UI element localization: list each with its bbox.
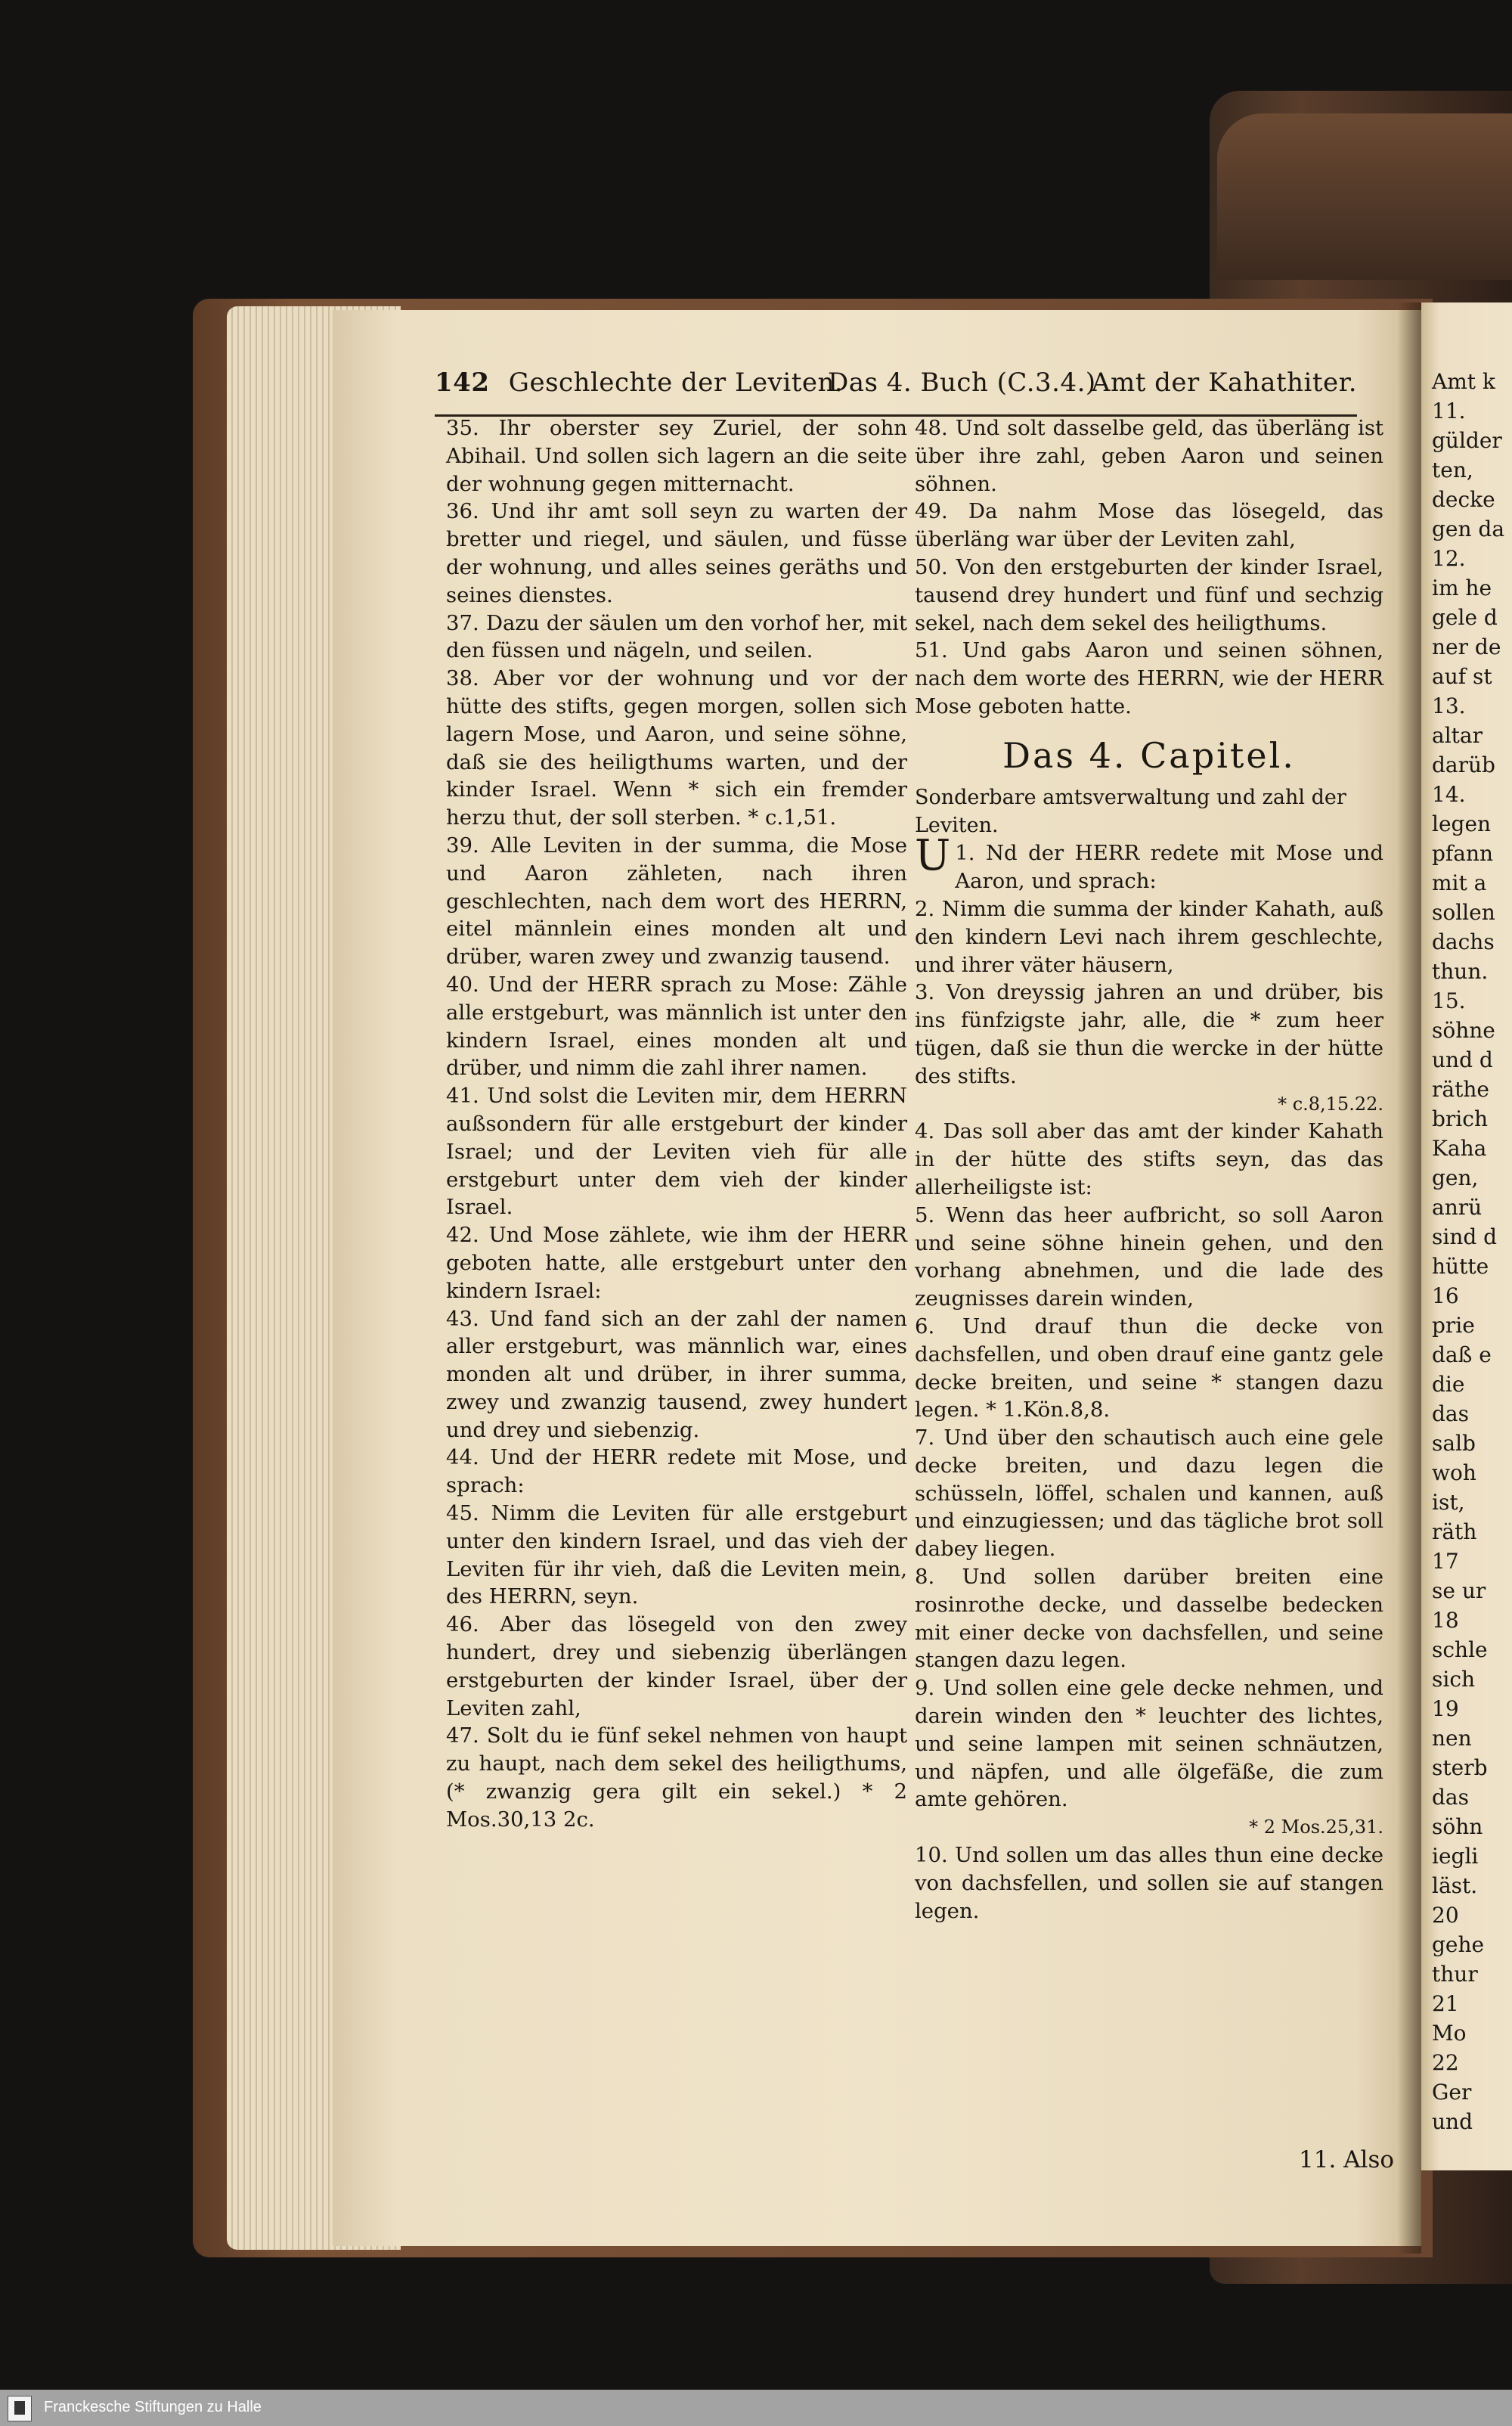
next-page-text-fragment: 18: [1432, 1608, 1459, 1633]
next-page-text-fragment: und d: [1432, 1047, 1493, 1072]
next-page-text-fragment: gülder: [1432, 428, 1502, 453]
chapter-summary: Sonderbare amtsverwaltung und zahl der Leviten.: [915, 785, 1346, 837]
next-page-text-fragment: das: [1432, 1785, 1469, 1810]
next-page-text-fragment: und: [1432, 2109, 1473, 2134]
next-page-text-fragment: ner de: [1432, 634, 1501, 659]
verse: 9. Und sollen eine gele decke nehmen, und darein winden den * leuchter des lichtes, und seine lampen mit seinen schnäutzen, und näpfen, und alle ölgefäße, die zum amte gehören.: [915, 1676, 1383, 1812]
next-page-text-fragment: prie: [1432, 1313, 1475, 1338]
next-page-text-fragment: sollen: [1432, 900, 1495, 925]
verse: 43. Und fand sich an der zahl der namen aller erstgeburt, was männlich war, eines monden alt und drüber, in ihrer summa, zwey und zwanzig tausend, zwey hundert und drey und siebenzig.: [446, 1306, 907, 1442]
verse: 38. Aber vor der wohnung und vor der hütte des stifts, gegen morgen, sollen sich lagern Mose, und Aaron, und seine söhne, daß sie des heiligthums warten, und der kinder Israel. Wenn * sich ein fremder herzu thut, der soll sterben. * c.1,51.: [446, 666, 907, 830]
next-page-text-fragment: mit a: [1432, 870, 1487, 895]
next-page-text-fragment: 16: [1432, 1283, 1459, 1308]
next-page-text-fragment: darüb: [1432, 752, 1495, 777]
next-page-text-fragment: 20: [1432, 1903, 1459, 1928]
next-page-text-fragment: im he: [1432, 575, 1492, 600]
next-page-text-fragment: altar: [1432, 723, 1483, 748]
cross-reference: * 2 Mos.25,31.: [1249, 1816, 1383, 1838]
next-page-text-fragment: auf st: [1432, 664, 1492, 689]
cross-reference: * c.8,15.22.: [1278, 1093, 1383, 1115]
next-page-text-fragment: thur: [1432, 1962, 1478, 1987]
header-left: Geschlechte der Leviten.: [508, 368, 844, 398]
next-page-text-fragment: nen: [1432, 1726, 1472, 1751]
footer-credit: Franckesche Stiftungen zu Halle: [44, 2399, 262, 2415]
next-page-text-fragment: die: [1432, 1372, 1465, 1397]
verse: 35. Ihr oberster sey Zuriel, der sohn Abihail. Und sollen sich lagern an die seite der wohnung gegen mitternacht.: [446, 416, 907, 496]
next-page-text-fragment: gen,: [1432, 1165, 1479, 1190]
verse: 7. Und über den schautisch auch eine gele decke breiten, und dazu legen die schüsseln, löffel, schalen und kannen, auß und einzugiessen; und das tägliche brot soll dabey liegen.: [915, 1426, 1383, 1562]
verse: 40. Und der HERR sprach zu Mose: Zähle alle erstgeburt, was männlich ist unter den kindern Israel, eines monden alt und drüber, und nimm die zahl ihrer namen.: [446, 972, 907, 1081]
header-book: Das 4. Buch (C.3.4.): [828, 368, 1096, 398]
verse: 47. Solt du ie fünf sekel nehmen von haupt zu haupt, nach dem sekel des heiligthums, (* zwanzig gera gilt ein sekel.) * 2 Mos.30,13 2c.: [446, 1723, 907, 1832]
next-page-text-fragment: woh: [1432, 1460, 1476, 1485]
page-number: 142: [435, 368, 490, 398]
next-page-text-fragment: 14.: [1432, 782, 1466, 807]
next-page-text-fragment: söhne: [1432, 1018, 1495, 1043]
verse: 42. Und Mose zählete, wie ihm der HERR geboten hatte, alle erstgeburt unter den kindern Israel:: [446, 1223, 907, 1303]
left-column: [446, 414, 907, 2146]
next-page-text-fragment: gehe: [1432, 1932, 1485, 1957]
next-page-text-fragment: anrü: [1432, 1195, 1483, 1220]
next-page-text-fragment: das: [1432, 1401, 1469, 1426]
next-page-text-fragment: 11.: [1432, 399, 1466, 423]
verse: 3. Von dreyssig jahren an und drüber, bis ins fünfzigste jahr, alle, die * zum heer tügen, daß sie thun die wercke in der hütte des stifts.: [915, 980, 1383, 1088]
verse: 49. Da nahm Mose das lösegeld, das überläng war über der Leviten zahl,: [915, 499, 1383, 552]
verse: 48. Und solt dasselbe geld, das überläng ist über ihre zahl, geben Aaron und seinen söhnen.: [915, 416, 1383, 496]
next-page-text-fragment: se ur: [1432, 1578, 1486, 1603]
verse: 5. Wenn das heer aufbricht, so soll Aaron und seine söhne hinein gehen, und den vorhang abnehmen, und die lade des zeugnisses darein winden,: [915, 1202, 1383, 1311]
next-page-text-fragment: 15.: [1432, 988, 1466, 1013]
verse-1-text: Nd der HERR redete mit Mose und Aaron, und sprach:: [955, 841, 1383, 894]
next-page-text-fragment: brich: [1432, 1106, 1488, 1131]
next-page-text-fragment: söhn: [1432, 1814, 1483, 1839]
next-page-text-fragment: salb: [1432, 1431, 1476, 1456]
next-page-text-fragment: thun.: [1432, 959, 1489, 984]
verse: 39. Alle Leviten in der summa, die Mose und Aaron zähleten, nach ihren geschlechten, nach dem wort des HERRN, eitel männlein eines monden alt und drüber, waren zwey und zwanzig tausend.: [446, 833, 907, 969]
library-logo-icon: [8, 2396, 32, 2421]
next-page-text-fragment: ist,: [1432, 1490, 1465, 1515]
next-page-text-fragment: läst.: [1432, 1873, 1478, 1898]
next-page-fragment: [1421, 302, 1512, 2170]
verse: 37. Dazu der säulen um den vorhof her, mit den füssen und nägeln, und seilen.: [446, 610, 907, 663]
next-page-text-fragment: schle: [1432, 1637, 1488, 1662]
verse: 6. Und drauf thun die decke von dachsfellen, und oben drauf eine gantz gele decke breiten, und seine * stangen dazu legen. * 1.Kön.8,8.: [915, 1314, 1383, 1422]
running-header: [435, 368, 1357, 413]
next-page-text-fragment: räth: [1432, 1519, 1477, 1544]
next-page-text-fragment: gele d: [1432, 605, 1498, 630]
next-page-text-fragment: sterb: [1432, 1755, 1488, 1780]
verse: 2. Nimm die summa der kinder Kahath, auß den kindern Levi nach ihrem geschlechte, und ihrer väter häusern,: [915, 896, 1383, 977]
drop-cap: U: [915, 831, 951, 881]
header-right: Amt der Kahathiter.: [1091, 368, 1357, 398]
next-page-text-fragment: 12.: [1432, 546, 1466, 571]
next-page-text-fragment: pfann: [1432, 841, 1494, 866]
next-page-text-fragment: sich: [1432, 1667, 1476, 1692]
next-page-text-fragment: Kaha: [1432, 1136, 1487, 1161]
next-page-text-fragment: iegli: [1432, 1844, 1479, 1869]
catchword: 11. Also: [1299, 2146, 1395, 2173]
page-gutter-shadow: [1397, 302, 1421, 2254]
next-page-text-fragment: sind d: [1432, 1224, 1498, 1249]
next-page-text-fragment: hütte: [1432, 1254, 1489, 1279]
next-page-text-fragment: legen: [1432, 811, 1492, 836]
next-page-text-fragment: räthe: [1432, 1077, 1489, 1102]
next-page-text-fragment: Amt k: [1432, 369, 1495, 394]
next-page-text-fragment: gen da: [1432, 517, 1505, 541]
next-page-text-fragment: 19: [1432, 1696, 1459, 1721]
verse: 44. Und der HERR redete mit Mose, und sprach:: [446, 1445, 907, 1498]
next-page-text-fragment: ten,: [1432, 458, 1473, 482]
verse: 4. Das soll aber das amt der kinder Kahath in der hütte des stifts seyn, das das allerheiligste ist:: [915, 1119, 1383, 1199]
next-page-text-fragment: 17: [1432, 1549, 1459, 1574]
chapter-title: Das 4. Capitel.: [1002, 734, 1296, 776]
next-page-text-fragment: 22: [1432, 2050, 1459, 2075]
next-page-text-fragment: dachs: [1432, 929, 1495, 954]
verse: 45. Nimm die Leviten für alle erstgeburt unter den kindern Israel, und das vieh der Leviten für ihr vieh, daß die Leviten mein, des HERRN, seyn.: [446, 1501, 907, 1609]
verse-1: [915, 831, 1383, 895]
book-spine: [1217, 113, 1512, 280]
next-page-text-fragment: 21: [1432, 1991, 1459, 2016]
verse: 50. Von den erstgeburten der kinder Israel, tausend drey hundert und fünf und sechzig sekel, nach dem sekel des heiligthums.: [915, 554, 1383, 635]
verse-1-number: 1.: [955, 841, 975, 866]
verse: 8. Und sollen darüber breiten eine rosinrothe decke, und dasselbe bedecken mit einer decke von dachsfellen, und seine stangen dazu legen.: [915, 1565, 1383, 1673]
next-page-text-fragment: daß e: [1432, 1342, 1492, 1367]
verse: 51. Und gabs Aaron und seinen söhnen, nach dem worte des HERRN, wie der HERR Mose geboten hatte.: [915, 638, 1383, 718]
verse: 36. Und ihr amt soll seyn zu warten der bretter und riegel, und säulen, und füsse der wohnung, und alles seines geräths und seines dienstes.: [446, 499, 907, 607]
next-page-text-fragment: Ger: [1432, 2080, 1472, 2105]
footer-bar: [0, 2390, 1512, 2426]
next-page-text-fragment: decke: [1432, 487, 1495, 512]
right-column: [915, 414, 1383, 2146]
next-page-text-fragment: Mo: [1432, 2021, 1467, 2046]
next-page-text-fragment: 13.: [1432, 693, 1466, 718]
verse: 10. Und sollen um das alles thun eine decke von dachsfellen, und sollen sie auf stangen legen.: [915, 1843, 1383, 1923]
verse: 46. Aber das lösegeld von den zwey hundert, drey und siebenzig überlängen erstgeburten der kinder Israel, über der Leviten zahl,: [446, 1612, 907, 1720]
verse: 41. Und solst die Leviten mir, dem HERRN außsondern für alle erstgeburt der kinder Israel; und der Leviten vieh für alle erstgeburt unter dem vieh der kinder Israel.: [446, 1084, 907, 1220]
